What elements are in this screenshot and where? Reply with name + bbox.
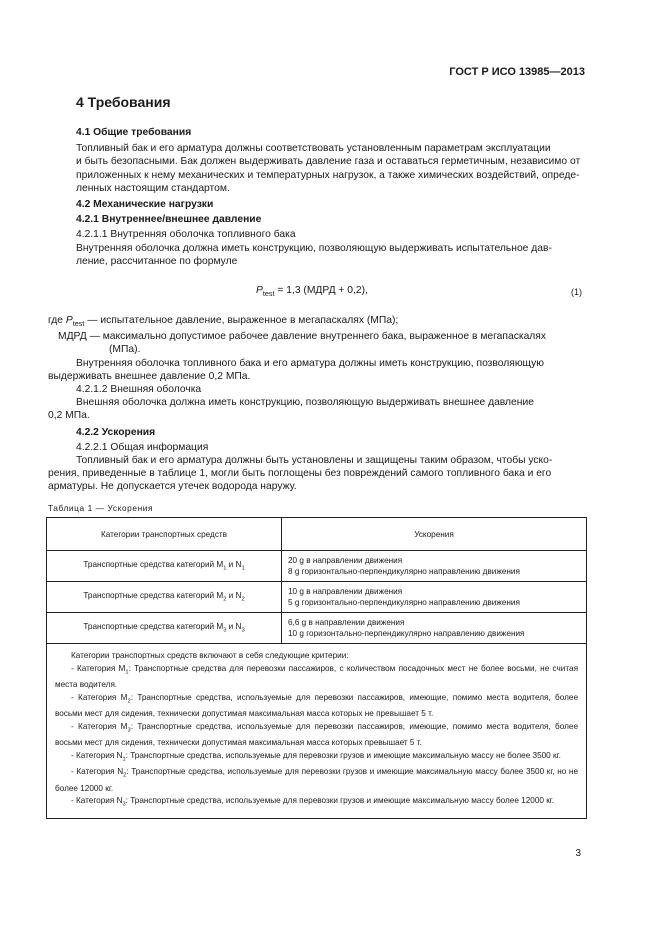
text-line: приложенных к нему механических и температурных нагрузок, а также химических воздействий, опреде-	[76, 169, 580, 181]
acceleration-cell	[282, 613, 587, 644]
cat-text: Транспортные средства категорий M	[83, 560, 224, 570]
heading-4-2-1-2: 4.2.1.2 Внешняя оболочка	[76, 384, 202, 396]
note-label: - Категория M	[71, 663, 126, 673]
accelerations-table	[46, 517, 587, 819]
note-sub: 2	[127, 698, 131, 705]
cat-text: и N	[226, 622, 242, 632]
section-title: 4 Требования	[76, 94, 171, 110]
acc-line: 6,6 g в направлении движения	[288, 618, 405, 627]
note-n3	[55, 795, 578, 811]
heading-4-2-2-1: 4.2.2.1 Общая информация	[76, 441, 209, 453]
text-line: ление, рассчитанное по формуле	[76, 255, 238, 267]
note-text: : Транспортные средства, используемые для перевозки пассажиров, имеющие, помимо места водителя, более восьми мест для сидения, технически допустимая максимальная масса которых не превышает 5 т.	[55, 692, 578, 719]
cat-sub: 1	[223, 565, 227, 572]
note-text: : Транспортные средства для перевозки пассажиров, с количеством посадочных мест не более восьми, не считая места водителя.	[55, 663, 578, 690]
note-label: - Категория N	[71, 767, 124, 777]
note-text: : Транспортные средства, используемые для перевозки грузов и имеющие максимальную массу более 12000 кг.	[125, 796, 555, 806]
note-sub: 2	[123, 772, 127, 779]
cat-text: и N	[226, 591, 242, 601]
table-caption: Таблица 1 — Ускорения	[48, 503, 154, 513]
cat-text: Транспортные средства категорий M	[83, 622, 224, 632]
standard-designation: ГОСТ Р ИСО 13985—2013	[449, 66, 585, 78]
notes-intro: Категории транспортных средств включают в себя следующие критерии:	[71, 651, 349, 660]
note-label: - Категория M	[71, 692, 128, 702]
mdrd-line: МДРД — максимально допустимое рабочее давление внутреннего бака, выраженное в мегапаскалях	[58, 331, 547, 343]
where-var: P	[65, 315, 73, 326]
table-row	[47, 582, 587, 613]
text-line: Топливный бак и его арматура должны быть установлены и защищены таким образом, чтобы уско-	[76, 455, 553, 467]
table-header-acceleration: Ускорения	[282, 518, 587, 551]
text-line: 0,2 МПа.	[48, 410, 90, 422]
formula	[256, 285, 368, 298]
heading-4-2-2: 4.2.2 Ускорения	[76, 426, 156, 438]
note-text: : Транспортные средства, используемые для перевозки грузов и имеющие максимальную массу не более 3500 кг.	[125, 750, 561, 760]
text-line: рения, приведенные в таблице 1, могли быть поглощены без повреждений самого топливного бака и его	[48, 468, 552, 480]
formula-number: (1)	[571, 287, 582, 297]
note-m2	[55, 692, 578, 721]
where-sub: test	[72, 319, 85, 329]
cat-text: Транспортные средства категорий M	[83, 591, 224, 601]
formula-expression: = 1,3 (МДРД + 0,2),	[274, 285, 368, 296]
note-sub: 3	[127, 727, 131, 734]
formula-sub: test	[262, 289, 275, 299]
mdrd-line: (МПа).	[109, 344, 141, 356]
heading-4-1: 4.1 Общие требования	[76, 127, 192, 138]
acc-line: 10 g горизонтально-перпендикулярно направлению движения	[288, 629, 525, 638]
note-sub: 3	[122, 801, 126, 808]
where-prefix: где	[48, 315, 66, 326]
text-line: Внутренняя оболочка топливного бака и его арматура должны иметь конструкцию, позволяющую	[76, 357, 545, 369]
text-line: выдерживать внешнее давление 0,2 МПа.	[48, 370, 251, 382]
cat-sub: 1	[241, 565, 245, 572]
table-notes-row	[47, 644, 587, 819]
where-line	[48, 314, 584, 330]
where-text: — испытательное давление, выраженное в мегапаскалях (МПа);	[84, 315, 399, 326]
formula-var: P	[256, 285, 263, 296]
cat-sub: 3	[223, 627, 227, 634]
note-n1	[55, 750, 578, 766]
acc-line: 20 g в направлении движения	[288, 556, 403, 565]
note-m3	[55, 721, 578, 750]
cat-sub: 2	[241, 596, 245, 603]
category-cell	[47, 613, 282, 644]
text-line: Внешняя оболочка должна иметь конструкцию, позволяющую выдерживать внешнее давление	[76, 397, 534, 409]
text-line: арматуры. Не допускается утечек водорода наружу.	[48, 481, 297, 493]
note-label: - Категория M	[71, 721, 128, 731]
note-m1	[55, 663, 578, 692]
body-text	[76, 126, 584, 268]
paragraph-4-1	[76, 142, 584, 195]
table-row	[47, 551, 587, 582]
table-row	[47, 613, 587, 644]
acceleration-cell	[282, 582, 587, 613]
table-notes	[47, 644, 587, 819]
acc-line: 8 g горизонтально-перпендикулярно направлению движения	[288, 567, 520, 576]
acc-line: 5 g горизонтально-перпендикулярно направлению движения	[288, 598, 520, 607]
cat-sub: 2	[223, 596, 227, 603]
note-label: - Категория N	[71, 796, 123, 806]
note-sub: 1	[122, 756, 126, 763]
category-cell	[47, 551, 282, 582]
text-line: ленных настоящим стандартом.	[76, 182, 230, 194]
acc-line: 10 g в направлении движения	[288, 587, 403, 596]
table-header-row	[47, 518, 587, 551]
acceleration-cell	[282, 551, 587, 582]
heading-4-2-1-1: 4.2.1.1 Внутренняя оболочка топливного бака	[76, 229, 296, 241]
heading-4-2: 4.2 Механические нагрузки	[76, 199, 214, 211]
text-line: Внутренняя оболочка должна иметь конструкцию, позволяющую выдерживать испытательное дав-	[76, 242, 552, 254]
note-label: - Категория N	[71, 750, 123, 760]
note-text: : Транспортные средства, используемые для перевозки пассажиров, имеющие, помимо места водителя, более восьми мест для сидения, технически допустимая максимальная масса которых превышает 5 т.	[55, 721, 578, 748]
text-line: и быть безопасными. Бак должен выдерживать давление газа и оставаться герметичным, независимо от	[76, 156, 581, 168]
note-text: : Транспортные средства, используемые для перевозки грузов и имеющие максимальную массу более 3500 кг, но не более 12000 кг.	[55, 767, 579, 793]
heading-4-2-1: 4.2.1 Внутреннее/внешнее давление	[76, 214, 262, 226]
page-number: 3	[575, 848, 581, 859]
cat-sub: 3	[241, 627, 245, 634]
table-header-category: Категории транспортных средств	[47, 518, 282, 551]
note-sub: 1	[125, 669, 129, 676]
text-line: Топливный бак и его арматура должны соответствовать установленным параметрам эксплуатации	[76, 143, 551, 155]
cat-text: и N	[226, 560, 242, 570]
body-text-2	[48, 314, 584, 494]
category-cell	[47, 582, 282, 613]
note-n2	[55, 766, 578, 795]
